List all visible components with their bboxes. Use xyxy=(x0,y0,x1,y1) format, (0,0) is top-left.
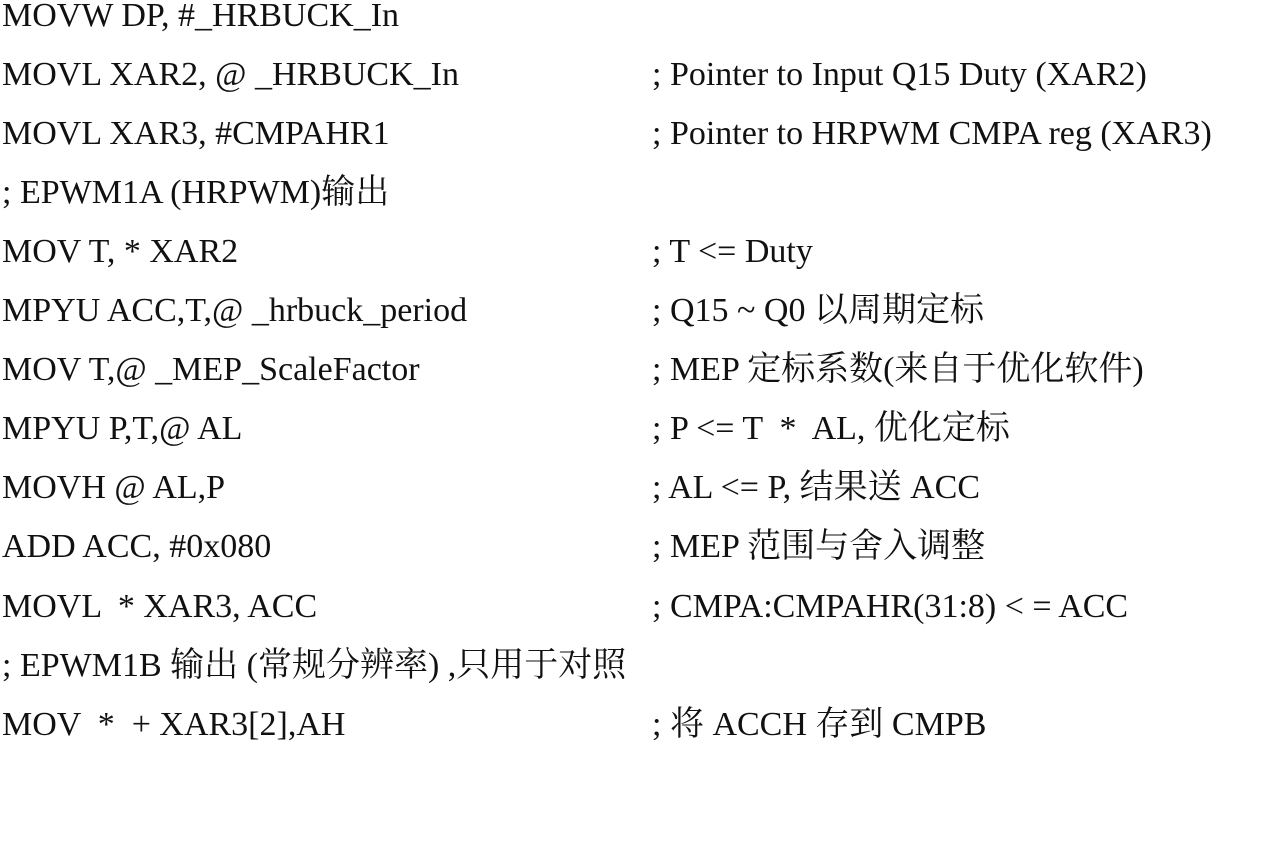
instruction-text: MOVW DP, #_HRBUCK_In xyxy=(2,0,400,34)
code-line xyxy=(0,527,1276,577)
instruction-text: MOV T,@ _MEP_ScaleFactor xyxy=(2,351,420,388)
comment-text: ; Pointer to HRPWM CMPA reg (XAR3) xyxy=(652,115,1212,152)
comment-text: ; 将 ACCH 存到 CMPB xyxy=(652,706,987,743)
code-line xyxy=(0,646,1276,696)
instruction-text: MOVL * XAR3, ACC xyxy=(2,588,318,625)
comment-text: ; Q15 ~ Q0 以周期定标 xyxy=(652,292,984,329)
comment-text: ; MEP 定标系数(来自于优化软件) xyxy=(652,351,1144,388)
comment-text: ; MEP 范围与舍入调整 xyxy=(652,528,986,565)
code-line xyxy=(0,291,1276,341)
code-line xyxy=(0,55,1276,105)
comment-text: ; P <= T * AL, 优化定标 xyxy=(652,410,1010,447)
instruction-text: MPYU P,T,@ AL xyxy=(2,410,243,447)
instruction-text: MOV * + XAR3[2],AH xyxy=(2,706,346,743)
code-line xyxy=(0,705,1276,755)
instruction-text: ; EPWM1B 输出 (常规分辨率) ,只用于对照 xyxy=(2,647,627,684)
instruction-text: MOV T, * XAR2 xyxy=(2,233,239,270)
code-line xyxy=(0,587,1276,637)
comment-text: ; CMPA:CMPAHR(31:8) < = ACC xyxy=(652,588,1129,625)
code-line xyxy=(0,409,1276,459)
instruction-text: MPYU ACC,T,@ _hrbuck_period xyxy=(2,292,468,329)
comment-text: ; T <= Duty xyxy=(652,233,813,270)
instruction-text: ; EPWM1A (HRPWM)输出 xyxy=(2,174,390,211)
code-line xyxy=(0,114,1276,164)
comment-text: ; AL <= P, 结果送 ACC xyxy=(652,469,981,506)
code-line xyxy=(0,173,1276,223)
code-line xyxy=(0,350,1276,400)
instruction-text: MOVH @ AL,P xyxy=(2,469,226,506)
code-line xyxy=(0,468,1276,518)
instruction-text: ADD ACC, #0x080 xyxy=(2,528,272,565)
comment-text: ; Pointer to Input Q15 Duty (XAR2) xyxy=(652,56,1147,93)
code-line xyxy=(0,0,1276,46)
instruction-text: MOVL XAR2, @ _HRBUCK_In xyxy=(2,56,459,93)
instruction-text: MOVL XAR3, #CMPAHR1 xyxy=(2,115,390,152)
code-line xyxy=(0,232,1276,282)
